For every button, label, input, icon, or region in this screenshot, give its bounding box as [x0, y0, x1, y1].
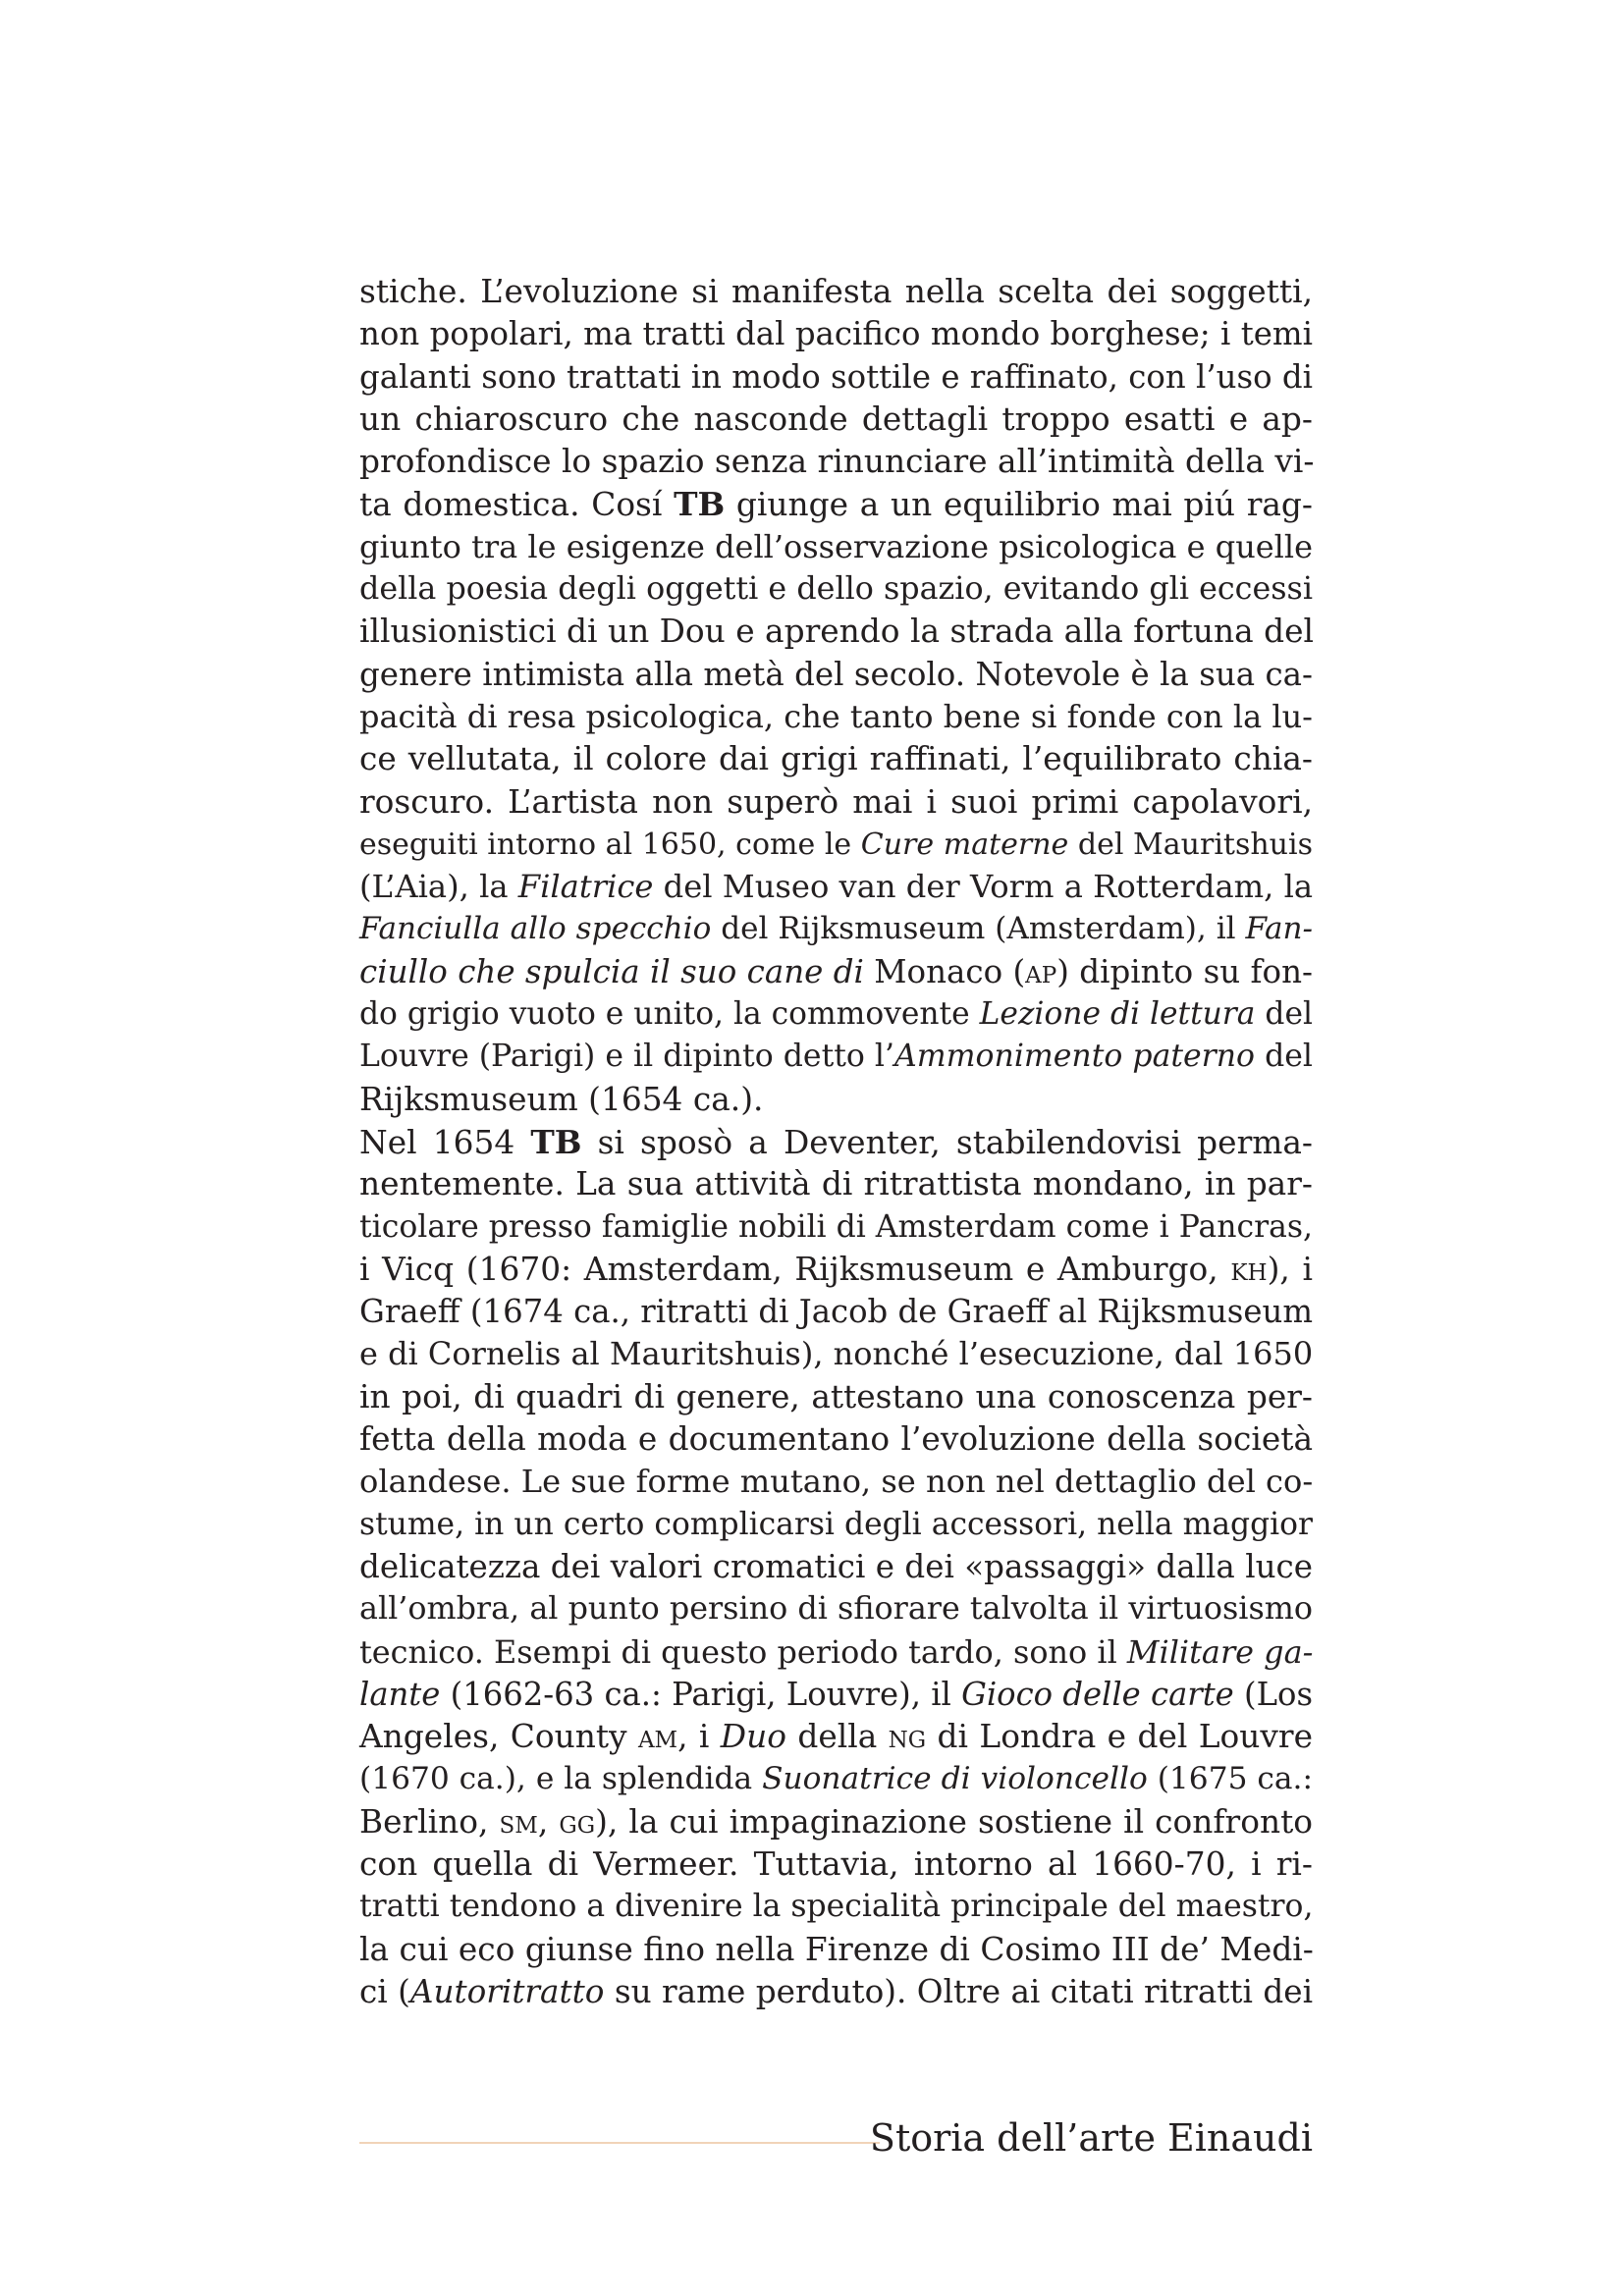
- text-segment: (1670 ca.), e la splendida: [359, 1761, 763, 1797]
- text-segment: Angeles, County: [359, 1718, 638, 1756]
- text-segment: Berlino,: [359, 1802, 500, 1841]
- text-line: [359, 1971, 1313, 2013]
- text-segment: profondisce lo spazio senza rinunciare all’intimità della vi-: [359, 443, 1315, 481]
- text-segment: ,: [537, 1802, 560, 1841]
- text-line: [359, 908, 1313, 950]
- text-segment: si sposò a Deventer, stabilendovisi perma-: [581, 1123, 1313, 1161]
- text-segment: ta domestica. Cosí: [359, 486, 675, 524]
- text-segment: del: [1255, 996, 1313, 1033]
- italic-text: Fanciulla allo specchio: [359, 911, 712, 947]
- small-caps-text: ap: [1025, 952, 1057, 990]
- text-line: [359, 1376, 1313, 1418]
- text-segment: Graeff (1674 ca., ritratti di Jacob de Graeff al Rijksmuseum: [359, 1293, 1313, 1331]
- italic-text: Filatrice: [517, 868, 654, 906]
- text-line: [359, 1121, 1313, 1163]
- text-line: [359, 611, 1313, 653]
- text-line: [359, 483, 1313, 525]
- text-line: [359, 1929, 1313, 1971]
- text-segment: del Rijksmuseum (Amsterdam), il: [711, 911, 1246, 947]
- text-line: [359, 1546, 1313, 1588]
- text-segment: ce vellutata, il colore dai grigi raffinati, l’equilibrato chia-: [359, 740, 1313, 778]
- text-line: [359, 1461, 1313, 1503]
- text-segment: ticolare presso famiglie nobili di Amsterdam come i Pancras,: [359, 1208, 1314, 1245]
- text-line: [359, 1418, 1313, 1461]
- italic-text: Lezione di lettura: [979, 996, 1256, 1033]
- italic-text: Gioco delle carte: [961, 1675, 1234, 1713]
- footer-rule: [359, 2142, 880, 2144]
- text-segment: giunto tra le esigenze dell’osservazione psicologica e quelle: [359, 527, 1313, 565]
- text-segment: galanti sono trattati in modo sottile e raffinato, con l’uso di: [359, 357, 1313, 396]
- text-segment: Rijksmuseum (1654 ca.).: [359, 1080, 764, 1118]
- italic-text: Cure materne: [860, 827, 1069, 862]
- text-segment: e di Cornelis al Mauritshuis), nonché l’esecuzione, dal 1650: [359, 1335, 1314, 1373]
- text-segment: della poesia degli oggetti e dello spazio, evitando gli eccessi: [359, 571, 1313, 608]
- text-line: [359, 271, 1313, 313]
- text-line: [359, 441, 1313, 483]
- text-line: [359, 1674, 1313, 1716]
- text-segment: ci (: [359, 1972, 410, 2010]
- text-segment: , i: [677, 1718, 721, 1756]
- text-segment: Louvre (Parigi) e il dipinto detto l’: [359, 1039, 895, 1075]
- text-segment: su rame perduto). Oltre ai citati ritratti dei: [604, 1972, 1314, 2010]
- text-segment: la cui eco giunse fino nella Firenze di Cosimo III de’ Medi-: [359, 1930, 1314, 1968]
- text-segment: pacità di resa psicologica, che tanto bene si fonde con la lu-: [359, 697, 1313, 735]
- text-segment: nentemente. La sua attività di ritrattista mondano, in par-: [359, 1165, 1313, 1203]
- text-line: [359, 526, 1313, 568]
- text-line: [359, 568, 1313, 611]
- text-segment: tratti tendono a divenire la specialità principale del maestro,: [359, 1889, 1314, 1925]
- text-segment: tecnico. Esempi di questo periodo tardo, sono il: [359, 1632, 1127, 1671]
- italic-text: Militare ga-: [1126, 1632, 1314, 1671]
- small-caps-text: am: [637, 1718, 678, 1756]
- text-line: [359, 738, 1313, 780]
- text-segment: stume, in un certo complicarsi degli accessori, nella maggior: [359, 1506, 1313, 1542]
- text-segment: giunge a un equilibrio mai piú rag-: [725, 486, 1314, 524]
- text-segment: illusionistici di un Dou e aprendo la strada alla fortuna del: [359, 613, 1315, 651]
- italic-text: Fan-: [1245, 911, 1313, 947]
- text-segment: i Vicq (1670: Amsterdam, Rijksmuseum e Amburgo,: [359, 1250, 1231, 1288]
- italic-text: Autoritratto: [409, 1972, 605, 2010]
- text-segment: all’ombra, al punto persino di sfiorare talvolta il virtuosismo: [359, 1591, 1313, 1628]
- text-line: [359, 1886, 1313, 1928]
- text-segment: Monaco (: [863, 952, 1026, 990]
- small-caps-text: gg: [559, 1802, 596, 1841]
- text-line: [359, 356, 1313, 399]
- italic-text: Duo: [720, 1718, 786, 1756]
- text-line: [359, 399, 1313, 441]
- small-caps-text: ng: [888, 1718, 927, 1756]
- text-line: [359, 313, 1313, 355]
- small-caps-text: sm: [499, 1802, 538, 1841]
- body-text: [359, 271, 1313, 2013]
- text-line: [359, 1163, 1313, 1205]
- text-segment: (L’Aia), la: [359, 868, 518, 906]
- text-segment: ), la cui impaginazione sostiene il confronto: [595, 1802, 1314, 1841]
- text-segment: ) dipinto su fon-: [1056, 952, 1313, 990]
- text-line: [359, 696, 1313, 738]
- text-line: [359, 1206, 1313, 1249]
- text-line: [359, 1504, 1313, 1546]
- italic-text: lante: [359, 1675, 441, 1713]
- italic-text: Suonatrice di violoncello: [762, 1761, 1148, 1797]
- text-line: [359, 1716, 1313, 1758]
- text-segment: stiche. L’evoluzione si manifesta nella scelta dei soggetti,: [359, 273, 1313, 310]
- text-line: [359, 654, 1313, 696]
- text-segment: del: [1255, 1039, 1313, 1075]
- text-line: [359, 1079, 1313, 1121]
- text-line: [359, 1333, 1313, 1375]
- footer-title: Storia dell’arte Einaudi: [869, 2116, 1313, 2160]
- text-segment: del Mauritshuis: [1068, 827, 1313, 862]
- text-segment: eseguiti intorno al 1650, come le: [359, 827, 861, 862]
- text-segment: delicatezza dei valori cromatici e dei «passaggi» dalla luce: [359, 1547, 1313, 1585]
- text-segment: del Museo van der Vorm a Rotterdam, la: [653, 868, 1314, 906]
- text-line: [359, 1843, 1313, 1886]
- italic-text: Ammonimento paterno: [894, 1039, 1256, 1075]
- text-line: [359, 1291, 1313, 1333]
- text-segment: della: [785, 1718, 889, 1756]
- text-segment: non popolari, ma tratti dal pacifico mondo borghese; i temi: [359, 315, 1313, 353]
- text-line: [359, 1758, 1313, 1800]
- text-line: [359, 1588, 1313, 1630]
- italic-text: ciullo che spulcia il suo cane di: [359, 952, 864, 990]
- text-segment: do grigio vuoto e unito, la commovente: [359, 996, 980, 1033]
- text-segment: un chiaroscuro che nasconde dettagli troppo esatti e ap-: [359, 400, 1313, 438]
- text-segment: in poi, di quadri di genere, attestano una conoscenza per-: [359, 1377, 1313, 1415]
- text-line: [359, 866, 1313, 908]
- text-line: [359, 951, 1313, 993]
- text-line: [359, 1036, 1313, 1078]
- text-segment: (1675 ca.:: [1147, 1761, 1313, 1797]
- text-line: [359, 1631, 1313, 1674]
- text-line: [359, 1249, 1313, 1291]
- text-segment: di Londra e del Louvre: [926, 1718, 1314, 1756]
- text-line: [359, 1801, 1313, 1843]
- small-caps-text: kh: [1230, 1250, 1268, 1288]
- bold-text: TB: [674, 485, 726, 524]
- text-segment: Nel 1654: [359, 1123, 531, 1161]
- text-segment: fetta della moda e documentano l’evoluzione della società: [359, 1420, 1313, 1459]
- text-segment: con quella di Vermeer. Tuttavia, intorno al 1660-70, i ri-: [359, 1844, 1313, 1883]
- text-segment: genere intimista alla metà del secolo. Notevole è la sua ca-: [359, 655, 1313, 693]
- text-line: [359, 993, 1313, 1036]
- text-segment: (1662-63 ca.: Parigi, Louvre), il: [440, 1675, 962, 1713]
- text-segment: olandese. Le sue forme mutano, se non nel dettaglio del co-: [359, 1463, 1314, 1501]
- text-line: [359, 781, 1313, 824]
- text-line: [359, 824, 1313, 866]
- text-segment: ), i: [1267, 1250, 1313, 1288]
- text-segment: (Los: [1233, 1675, 1314, 1713]
- text-segment: roscuro. L’artista non superò mai i suoi primi capolavori,: [359, 782, 1313, 821]
- bold-text: TB: [530, 1122, 582, 1161]
